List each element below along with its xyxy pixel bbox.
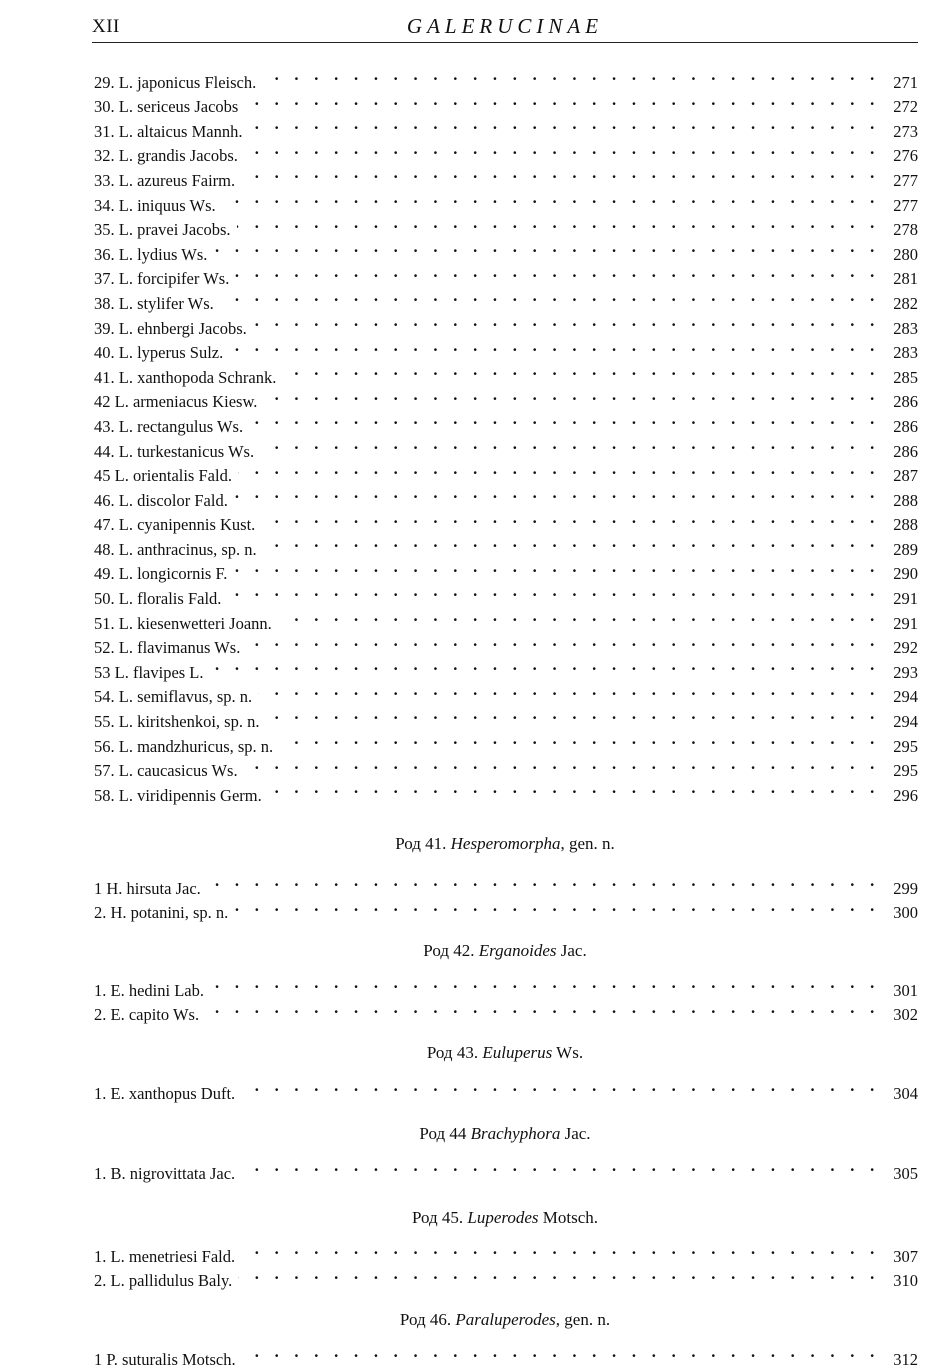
species-name: L. rectangulus Ws. <box>118 416 244 436</box>
dot-leader <box>241 161 880 186</box>
entry-number: 46. <box>94 490 115 510</box>
entry-number: 41. <box>94 367 115 387</box>
genus-heading <box>92 1122 918 1146</box>
species-name: L. lyperus Sulz. <box>118 343 224 363</box>
toc-entry <box>94 457 918 486</box>
genus-name: Paraluperodes <box>455 1310 556 1329</box>
species-name: L. flavimanus Ws. <box>118 638 241 658</box>
genus-prefix: Род 41. <box>395 834 447 853</box>
species-name: L. caucasicus Ws. <box>118 761 238 781</box>
genus-prefix: Род 44 <box>419 1124 467 1143</box>
page-ref: 307 <box>893 1246 918 1266</box>
entry-number: 2. <box>94 1005 107 1025</box>
genus-prefix: Род 45. <box>411 1208 464 1227</box>
toc-entry <box>94 383 918 412</box>
species-name: L. ehnbergi Jacobs. <box>118 318 247 338</box>
entry-number: 33. <box>94 170 115 190</box>
entry-number: 32. <box>94 146 115 166</box>
species-name: B. nigrovittata Jac. <box>110 1163 236 1183</box>
species-name: L. turkestanicus Ws. <box>118 441 255 461</box>
entry-number: 31. <box>94 121 115 141</box>
dot-leader <box>227 579 880 604</box>
page-ref: 304 <box>893 1083 918 1103</box>
toc-entry <box>94 678 918 707</box>
toc-entry <box>94 432 918 461</box>
genus-entry-list <box>94 1074 918 1103</box>
genus-entry-list <box>94 869 918 923</box>
toc-entry-label <box>94 1003 205 1028</box>
dot-leader <box>238 1262 880 1287</box>
page-ref: 287 <box>893 466 918 486</box>
toc-entry <box>94 334 918 363</box>
dot-leader <box>229 334 880 359</box>
page-ref: 277 <box>893 195 918 215</box>
page-ref: 280 <box>893 244 918 264</box>
entry-number: 29. <box>94 72 115 92</box>
species-name: L. iniquus Ws. <box>118 195 216 215</box>
dot-leader <box>253 309 880 334</box>
toc-entry-label <box>94 1348 242 1372</box>
dot-leader <box>238 457 880 482</box>
dot-leader <box>241 1237 880 1262</box>
species-name: L. sericeus Jacobs <box>118 97 239 117</box>
genus-author: , gen. n. <box>560 834 615 853</box>
entry-number: 34. <box>94 195 115 215</box>
page-ref: 277 <box>893 170 918 190</box>
species-name: L. menetriesi Fald. <box>110 1246 236 1266</box>
species-name: L. floralis Fald. <box>118 589 222 609</box>
genus-entry-list <box>94 971 918 1025</box>
entry-number: 40. <box>94 343 115 363</box>
page-ref: 310 <box>893 1271 918 1291</box>
entry-number: 48. <box>94 539 115 559</box>
entry-number: 52. <box>94 638 115 658</box>
genus-author: , gen. n. <box>555 1310 611 1329</box>
dot-leader <box>213 235 880 260</box>
toc-entry <box>94 137 918 166</box>
toc-entry <box>94 996 918 1025</box>
species-name: E. capito Ws. <box>110 1005 200 1025</box>
entry-number: 58. <box>94 785 115 805</box>
genus-prefix: Род 42. <box>423 941 475 960</box>
genus-heading <box>92 1206 918 1230</box>
page-ref: 278 <box>893 220 918 240</box>
toc-entry <box>94 481 918 510</box>
entry-number: 50. <box>94 589 115 609</box>
species-name: L. grandis Jacobs. <box>118 146 238 166</box>
species-name: P. suturalis Motsch. <box>106 1349 236 1369</box>
page-ref: 286 <box>893 416 918 436</box>
entry-number: 1 <box>94 878 103 898</box>
entry-number: 1 <box>94 1349 103 1369</box>
toc-entry-label <box>94 1082 241 1107</box>
genus-prefix: Род 43. <box>426 1043 479 1062</box>
dot-leader <box>265 702 880 727</box>
toc-entry <box>94 1262 918 1291</box>
species-name: L. discolor Fald. <box>118 490 228 510</box>
page-ref: 271 <box>893 72 918 92</box>
toc-entry <box>94 555 918 584</box>
toc-entry <box>94 752 918 781</box>
entry-number: 57. <box>94 761 115 781</box>
species-name: L. kiesenwetteri Joann. <box>118 613 272 633</box>
species-name: L. cyanipennis Kust. <box>118 515 256 535</box>
page-ref: 283 <box>893 318 918 338</box>
genus-author: Jac. <box>560 1124 591 1143</box>
dot-leader <box>263 383 880 408</box>
species-name: L. semiflavus, sp. n. <box>118 687 253 707</box>
dot-leader <box>248 112 880 137</box>
toc-entry <box>94 604 918 633</box>
page-ref: 288 <box>893 490 918 510</box>
page-ref: 286 <box>893 392 918 412</box>
page-ref: 299 <box>893 878 918 898</box>
entry-number: 30. <box>94 97 115 117</box>
page-ref: 292 <box>893 638 918 658</box>
entry-number: 54. <box>94 687 115 707</box>
entry-number: 1. <box>94 1246 107 1266</box>
entry-number: 1. <box>94 980 107 1000</box>
species-name: L. pallidulus Baly. <box>110 1271 233 1291</box>
toc-entry <box>94 284 918 313</box>
page-ref: 294 <box>893 687 918 707</box>
species-name: L. viridipennis Germ. <box>118 785 262 805</box>
dot-leader <box>205 996 880 1021</box>
toc-entry <box>94 63 918 92</box>
species-name: L. azureus Fairm. <box>118 170 236 190</box>
toc-entry <box>94 579 918 609</box>
species-name: L. xanthopoda Schrank. <box>118 367 277 387</box>
entry-number: 53 <box>94 662 111 682</box>
toc-entry <box>94 776 918 805</box>
genus-prefix: Род 46. <box>399 1310 452 1329</box>
genus-author: Jac. <box>556 941 587 960</box>
entry-number: 42 <box>94 392 111 412</box>
genus-author: Motsch. <box>538 1208 599 1227</box>
dot-leader <box>241 1074 880 1099</box>
genus-entry-list <box>94 1154 918 1183</box>
toc-entry <box>94 161 918 190</box>
species-name: L. altaicus Mannh. <box>118 121 243 141</box>
toc-entry-label <box>94 784 268 809</box>
dot-leader <box>207 869 880 894</box>
entry-number: 35. <box>94 220 115 240</box>
genus-name: Erganoides <box>478 941 557 960</box>
page-ref: 283 <box>893 343 918 363</box>
dot-leader <box>222 186 880 211</box>
toc-entry <box>94 702 918 732</box>
species-name: L. mandzhuricus, sp. n. <box>118 736 274 756</box>
entry-number: 36. <box>94 244 115 264</box>
toc-entry <box>94 894 918 923</box>
toc-block-luperus <box>94 63 918 805</box>
entry-number: 55. <box>94 712 115 732</box>
page-ref: 276 <box>893 146 918 166</box>
dot-leader <box>244 752 880 777</box>
page-header <box>92 10 918 42</box>
entry-number: 43. <box>94 416 115 436</box>
entry-number: 49. <box>94 564 115 584</box>
genus-name: Hesperomorpha <box>450 834 561 853</box>
entry-number: 38. <box>94 293 115 313</box>
toc-entry <box>94 260 918 289</box>
dot-leader <box>279 727 880 752</box>
species-name: L. pravei Jacobs. <box>118 220 231 240</box>
toc-entry <box>94 211 918 240</box>
dot-leader <box>233 555 880 580</box>
dot-leader <box>278 604 880 629</box>
dot-leader <box>244 88 880 113</box>
page-ref: 295 <box>893 736 918 756</box>
species-name: L. lydius Ws. <box>118 244 208 264</box>
page-number: XII <box>92 16 120 37</box>
toc-entry <box>94 869 918 898</box>
genus-entry-list <box>94 1237 918 1291</box>
genus-heading <box>92 1308 918 1332</box>
dot-leader <box>234 481 880 506</box>
page-ref: 302 <box>893 1005 918 1025</box>
page-ref: 301 <box>893 980 918 1000</box>
entry-number: 2. <box>94 1271 107 1291</box>
dot-leader <box>241 1154 880 1179</box>
species-name: L. longicornis F. <box>118 564 228 584</box>
genus-name: Brachyphora <box>470 1124 561 1143</box>
toc-entry <box>94 88 918 117</box>
toc-entry <box>94 1154 918 1183</box>
page-ref: 273 <box>893 121 918 141</box>
page-ref: 300 <box>893 903 918 923</box>
page-ref: 282 <box>893 293 918 313</box>
toc-entry <box>94 112 918 141</box>
page-ref: 293 <box>893 662 918 682</box>
header-rule <box>92 42 918 43</box>
page-ref: 281 <box>893 269 918 289</box>
entry-number: 51. <box>94 613 115 633</box>
dot-leader <box>249 407 880 432</box>
entry-number: 1. <box>94 1083 107 1103</box>
dot-leader <box>282 358 880 383</box>
dot-leader <box>220 284 880 309</box>
dot-leader <box>242 1340 880 1365</box>
page-ref: 305 <box>893 1163 918 1183</box>
dot-leader <box>246 629 880 654</box>
species-name: L. flavipes L. <box>114 662 204 682</box>
dot-leader <box>262 63 880 88</box>
genus-entry-list <box>94 1340 918 1369</box>
entry-number: 56. <box>94 736 115 756</box>
toc-entry <box>94 235 918 264</box>
genus-author: Ws. <box>552 1043 584 1062</box>
species-name: L. japonicus Fleisch. <box>118 72 257 92</box>
entry-number: 39. <box>94 318 115 338</box>
page-ref: 272 <box>893 97 918 117</box>
toc-entry <box>94 971 918 1000</box>
toc-entry <box>94 1340 918 1369</box>
dot-leader <box>260 432 880 457</box>
toc-entry-label <box>94 1162 241 1187</box>
genus-heading <box>92 939 918 963</box>
dot-leader <box>210 971 880 996</box>
species-name: E. xanthopus Duft. <box>110 1083 236 1103</box>
species-name: L. stylifer Ws. <box>118 293 214 313</box>
toc-entry <box>94 629 918 658</box>
toc-entry-label <box>94 1269 238 1294</box>
dot-leader <box>235 260 880 285</box>
dot-leader <box>261 506 880 531</box>
genus-heading <box>92 832 918 856</box>
species-name: L. forcipifer Ws. <box>118 269 230 289</box>
toc-entry <box>94 727 918 756</box>
toc-entry <box>94 186 918 215</box>
species-name: L. armeniacus Kiesw. <box>114 392 258 412</box>
dot-leader <box>244 137 880 162</box>
toc-entry <box>94 358 918 387</box>
genus-name: Luperodes <box>467 1208 539 1227</box>
toc-entry <box>94 530 918 559</box>
dot-leader <box>234 894 880 919</box>
page-ref: 290 <box>893 564 918 584</box>
page-ref: 294 <box>893 712 918 732</box>
species-name: L. orientalis Fald. <box>114 466 232 486</box>
toc-entry <box>94 1237 918 1266</box>
entry-number: 37. <box>94 269 115 289</box>
species-name: L. anthracinus, sp. n. <box>118 539 257 559</box>
running-title: GALERUCINAE <box>406 14 604 38</box>
genus-name: Euluperus <box>482 1043 553 1062</box>
page-ref: 291 <box>893 613 918 633</box>
page-ref: 289 <box>893 539 918 559</box>
page-ref: 288 <box>893 515 918 535</box>
toc-entry-label <box>94 901 234 926</box>
species-name: H. potanini, sp. n. <box>110 903 229 923</box>
species-name: L. kiritshenkoi, sp. n. <box>118 712 260 732</box>
page-ref: 296 <box>893 785 918 805</box>
species-name: H. hirsuta Jac. <box>106 878 201 898</box>
toc-entry <box>94 653 918 682</box>
toc-entry <box>94 506 918 535</box>
page-ref: 295 <box>893 761 918 781</box>
species-name: E. hedini Lab. <box>110 980 204 1000</box>
toc-entry <box>94 407 918 436</box>
page-ref: 286 <box>893 441 918 461</box>
page-ref: 291 <box>893 589 918 609</box>
dot-leader <box>263 530 880 555</box>
entry-number: 44. <box>94 441 115 461</box>
entry-number: 1. <box>94 1163 107 1183</box>
genus-heading <box>92 1041 918 1065</box>
page-ref: 312 <box>893 1349 918 1369</box>
entry-number: 2. <box>94 903 107 923</box>
toc-entry <box>94 309 918 338</box>
dot-leader <box>268 776 880 801</box>
dot-leader <box>210 653 880 678</box>
page-ref: 285 <box>893 367 918 387</box>
toc-entry <box>94 1074 918 1103</box>
entry-number: 45 <box>94 466 111 486</box>
dot-leader <box>237 211 880 236</box>
entry-number: 47. <box>94 515 115 535</box>
dot-leader <box>258 678 880 703</box>
